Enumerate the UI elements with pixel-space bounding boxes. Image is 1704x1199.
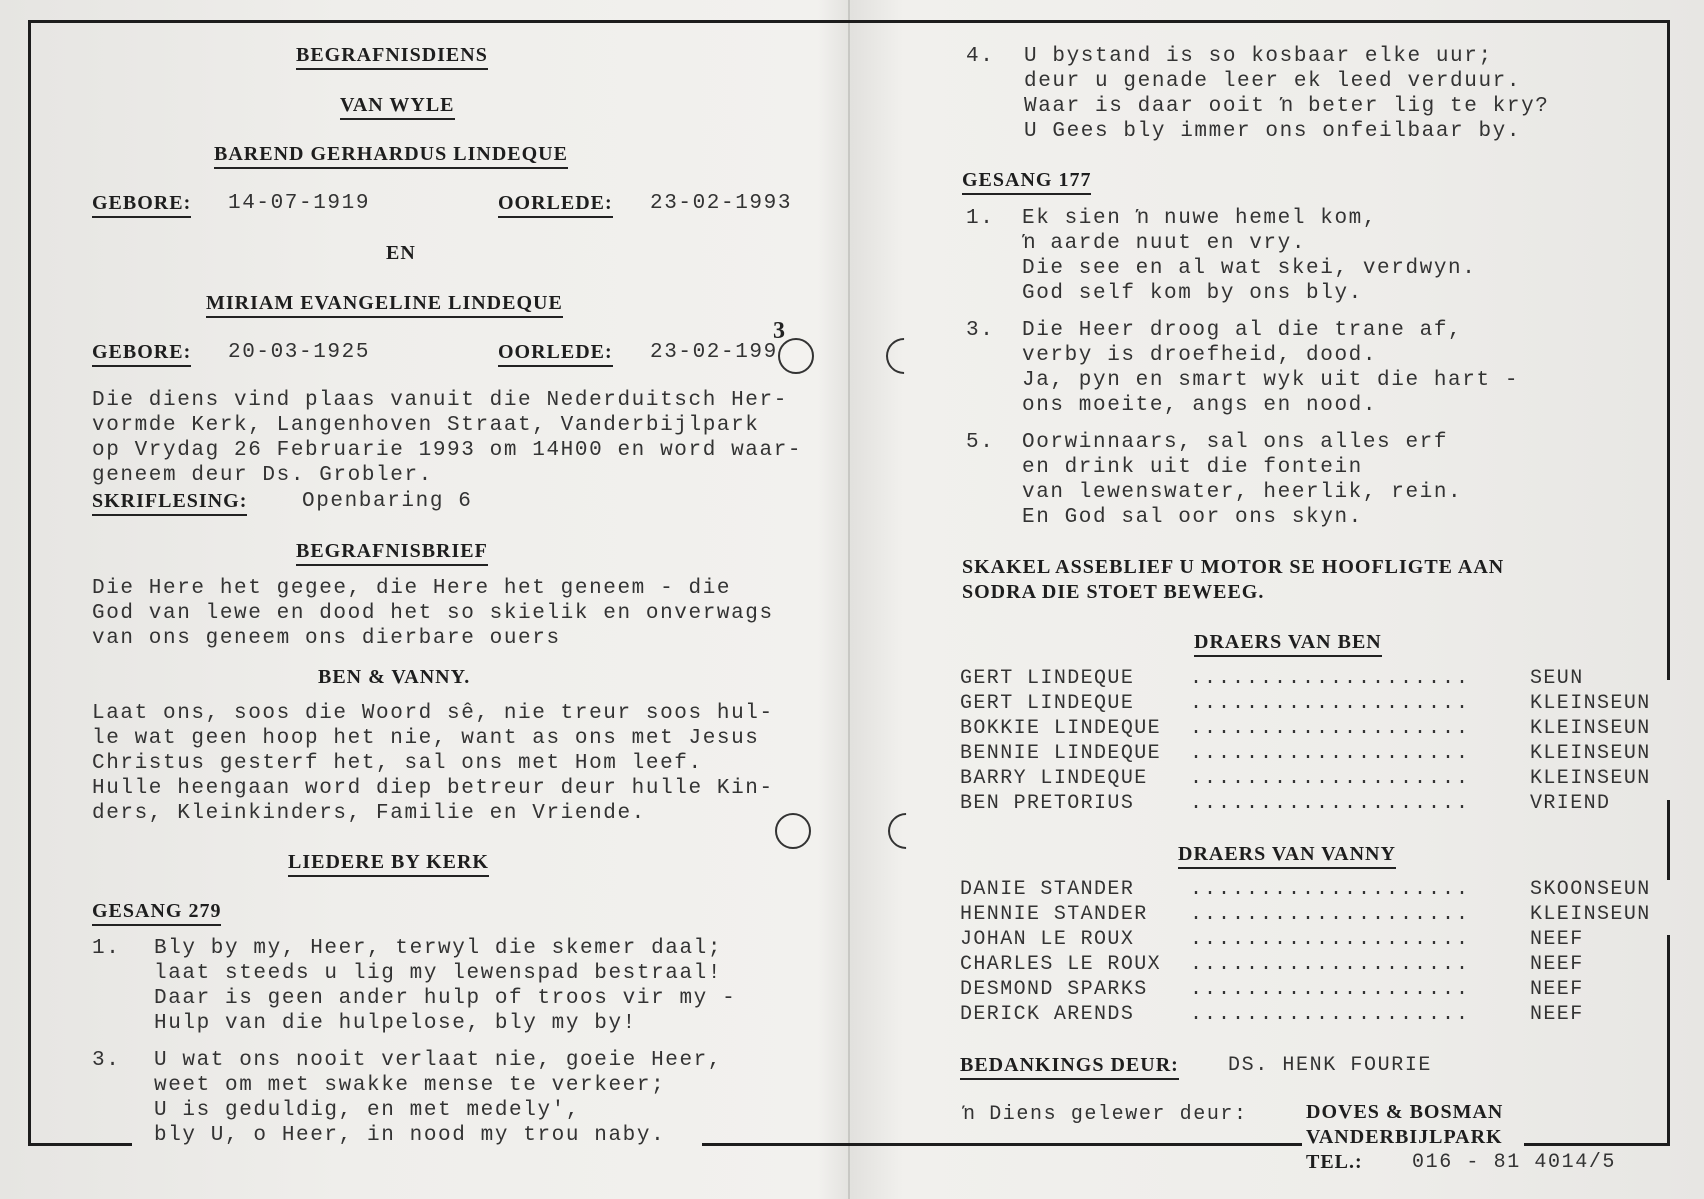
pallbearer-row	[960, 717, 1680, 742]
headlights-notice: SODRA DIE STOET BEWEEG.	[962, 581, 1265, 603]
frame-border-left	[28, 20, 31, 1145]
brief-line: God van lewe en dood het so skielik en onverwags	[92, 602, 774, 625]
verse-line: Bly by my, Heer, terwyl die skemer daal;	[154, 937, 723, 960]
frame-border-bottom	[1524, 1143, 1670, 1146]
pallbearer-row	[960, 792, 1680, 817]
verse-line: deur u genade leer ek leed verduur.	[1024, 70, 1522, 93]
pallbearer-name: BARRY LINDEQUE	[960, 767, 1148, 790]
pallbearer-name: BOKKIE LINDEQUE	[960, 717, 1162, 740]
leader-dots: ....................	[1190, 1003, 1471, 1026]
verse-line: weet om met swakke mense te verkeer;	[154, 1074, 666, 1097]
skriflesing-label: SKRIFLESING:	[92, 489, 247, 516]
draers-vanny-heading: DRAERS VAN VANNY	[1178, 842, 1396, 869]
pallbearer-relation: NEEF	[1530, 928, 1584, 951]
laat-line: ders, Kleinkinders, Familie en Vriende.	[92, 802, 646, 825]
deceased-name-2: MIRIAM EVANGELINE LINDEQUE	[206, 291, 563, 318]
service-line: geneem deur Ds. Grobler.	[92, 464, 433, 487]
verse-line: ons moeite, angs en nood.	[1022, 394, 1378, 417]
pallbearer-name: BENNIE LINDEQUE	[960, 742, 1162, 765]
pallbearer-relation: KLEINSEUN	[1530, 692, 1651, 715]
frame-border-right	[1667, 20, 1670, 680]
pallbearer-name: DANIE STANDER	[960, 878, 1135, 901]
birth-date-2: 20-03-1925	[228, 341, 371, 364]
frame-border-bottom	[702, 1143, 1302, 1146]
pallbearer-relation: SKOONSEUN	[1530, 878, 1651, 901]
pallbearer-row	[960, 978, 1680, 1003]
verse-number: 1.	[966, 207, 995, 230]
verse-line: U Gees bly immer ons onfeilbaar by.	[1024, 120, 1522, 143]
gebore-label: GEBORE:	[92, 340, 191, 367]
punch-hole	[775, 813, 811, 849]
leader-dots: ....................	[1190, 742, 1471, 765]
service-title: BEGRAFNISDIENS	[296, 43, 488, 70]
verse-number: 1.	[92, 937, 121, 960]
skriflesing-value: Openbaring 6	[302, 490, 473, 513]
ben-vanny-label: BEN & VANNY.	[318, 666, 471, 688]
pallbearer-row	[960, 1003, 1680, 1028]
oorlede-label: OORLEDE:	[498, 191, 613, 218]
pallbearer-row	[960, 928, 1680, 953]
fold-line	[848, 0, 850, 1199]
bedankings-value: DS. HENK FOURIE	[1228, 1054, 1433, 1077]
laat-line: Christus gesterf het, sal ons met Hom leef.	[92, 752, 703, 775]
laat-line: le wat geen hoop het nie, want as ons met Jesus	[92, 727, 760, 750]
pallbearer-name: JOHAN LE ROUX	[960, 928, 1135, 951]
death-date-1: 23-02-1993	[650, 192, 793, 215]
pallbearer-row	[960, 667, 1680, 692]
brief-line: Die Here het gegee, die Here het geneem - die	[92, 577, 732, 600]
verse-line: Daar is geen ander hulp of troos vir my -	[154, 987, 737, 1010]
pallbearer-name: GERT LINDEQUE	[960, 667, 1135, 690]
service-line: Die diens vind plaas vanuit die Nederduitsch Her-	[92, 389, 788, 412]
leader-dots: ....................	[1190, 717, 1471, 740]
verse-number: 5.	[966, 431, 995, 454]
leader-dots: ....................	[1190, 767, 1471, 790]
birth-date-1: 14-07-1919	[228, 192, 371, 215]
verse-line: verby is droefheid, dood.	[1022, 344, 1378, 367]
gesang-279-heading: GESANG 279	[92, 899, 221, 926]
verse-line: ŉ aarde nuut en vry.	[1022, 232, 1307, 255]
laat-line: Laat ons, soos die Woord sê, nie treur soos hul-	[92, 702, 774, 725]
pallbearer-name: BEN PRETORIUS	[960, 792, 1135, 815]
pallbearer-name: HENNIE STANDER	[960, 903, 1148, 926]
gebore-label: GEBORE:	[92, 191, 191, 218]
pallbearer-relation: NEEF	[1530, 978, 1584, 1001]
service-line: op Vrydag 26 Februarie 1993 om 14H00 en word waar-	[92, 439, 803, 462]
bedankings-label: BEDANKINGS DEUR:	[960, 1053, 1179, 1080]
verse-line: en drink uit die fontein	[1022, 456, 1363, 479]
diens-gelewer-label: ŉ Diens gelewer deur:	[962, 1103, 1248, 1126]
pallbearer-row	[960, 903, 1680, 928]
brief-line: van ons geneem ons dierbare ouers	[92, 627, 561, 650]
leader-dots: ....................	[1190, 692, 1471, 715]
draers-ben-heading: DRAERS VAN BEN	[1194, 630, 1382, 657]
leader-dots: ....................	[1190, 953, 1471, 976]
leader-dots: ....................	[1190, 903, 1471, 926]
verse-line: Oorwinnaars, sal ons alles erf	[1022, 431, 1449, 454]
verse-line: van lewenswater, heerlik, rein.	[1022, 481, 1463, 504]
pallbearer-relation: NEEF	[1530, 1003, 1584, 1026]
verse-number: 4.	[966, 45, 995, 68]
verse-line: laat steeds u lig my lewenspad bestraal!	[154, 962, 723, 985]
frame-border-bottom	[28, 1143, 132, 1146]
pallbearer-row	[960, 767, 1680, 792]
pallbearer-name: CHARLES LE ROUX	[960, 953, 1162, 976]
leader-dots: ....................	[1190, 667, 1471, 690]
verse-line: U is geduldig, en met medely',	[154, 1099, 581, 1122]
undertaker-name: DOVES & BOSMAN	[1306, 1101, 1504, 1123]
leader-dots: ....................	[1190, 792, 1471, 815]
verse-line: Waar is daar ooit ŉ beter lig te kry?	[1024, 95, 1550, 118]
liedere-heading: LIEDERE BY KERK	[288, 850, 489, 877]
pallbearer-relation: NEEF	[1530, 953, 1584, 976]
pallbearer-name: GERT LINDEQUE	[960, 692, 1135, 715]
verse-line: bly U, o Heer, in nood my trou naby.	[154, 1124, 666, 1147]
pallbearer-relation: KLEINSEUN	[1530, 767, 1651, 790]
begrafnisbrief-heading: BEGRAFNISBRIEF	[296, 539, 488, 566]
verse-line: En God sal oor ons skyn.	[1022, 506, 1363, 529]
verse-line: Die Heer droog al die trane af,	[1022, 319, 1463, 342]
pallbearer-row	[960, 878, 1680, 903]
pallbearer-relation: VRIEND	[1530, 792, 1611, 815]
verse-line: God self kom by ons bly.	[1022, 282, 1363, 305]
oorlede-label: OORLEDE:	[498, 340, 613, 367]
pallbearer-relation: SEUN	[1530, 667, 1584, 690]
pallbearer-name: DERICK ARENDS	[960, 1003, 1135, 1026]
pallbearer-relation: KLEINSEUN	[1530, 717, 1651, 740]
pallbearer-row	[960, 742, 1680, 767]
laat-line: Hulle heengaan word diep betreur deur hulle Kin-	[92, 777, 774, 800]
death-date-2: 23-02-199	[650, 341, 778, 364]
pallbearer-relation: KLEINSEUN	[1530, 903, 1651, 926]
verse-number: 3.	[92, 1049, 121, 1072]
undertaker-town: VANDERBIJLPARK	[1306, 1126, 1503, 1148]
frame-border-top	[28, 20, 1670, 23]
handwritten-correction: 3	[773, 318, 785, 344]
verse-line: Hulp van die hulpelose, bly my by!	[154, 1012, 637, 1035]
en-separator: EN	[386, 242, 416, 264]
deceased-name-1: BAREND GERHARDUS LINDEQUE	[214, 142, 568, 169]
leader-dots: ....................	[1190, 878, 1471, 901]
leader-dots: ....................	[1190, 928, 1471, 951]
verse-line: U bystand is so kosbaar elke uur;	[1024, 45, 1493, 68]
service-line: vormde Kerk, Langenhoven Straat, Vanderbijlpark	[92, 414, 760, 437]
verse-line: Die see en al wat skei, verdwyn.	[1022, 257, 1477, 280]
headlights-notice: SKAKEL ASSEBLIEF U MOTOR SE HOOFLIGTE AAN	[962, 556, 1505, 578]
verse-line: U wat ons nooit verlaat nie, goeie Heer,	[154, 1049, 723, 1072]
gesang-177-heading: GESANG 177	[962, 168, 1091, 195]
pallbearer-row	[960, 953, 1680, 978]
pallbearer-relation: KLEINSEUN	[1530, 742, 1651, 765]
van-wyle-heading: VAN WYLE	[340, 93, 455, 120]
verse-line: Ja, pyn en smart wyk uit die hart -	[1022, 369, 1520, 392]
pallbearer-name: DESMOND SPARKS	[960, 978, 1148, 1001]
pallbearer-row	[960, 692, 1680, 717]
leader-dots: ....................	[1190, 978, 1471, 1001]
telephone-label: TEL.:	[1306, 1151, 1363, 1173]
verse-number: 3.	[966, 319, 995, 342]
verse-line: Ek sien ŉ nuwe hemel kom,	[1022, 207, 1378, 230]
telephone-number: 016 - 81 4014/5	[1412, 1151, 1617, 1174]
